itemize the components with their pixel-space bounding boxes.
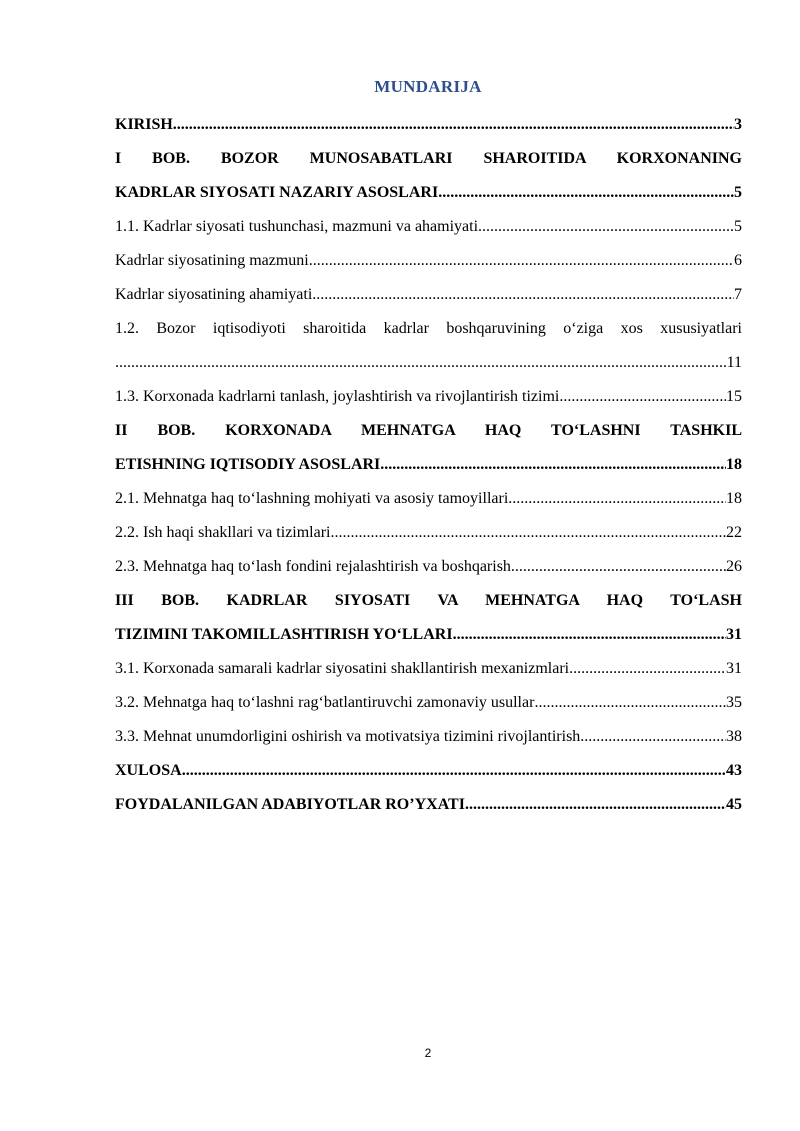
toc-entry-title: 3.3. Mehnat unumdorligini oshirish va motivatsiya tizimini rivojlantirish — [115, 728, 581, 745]
toc-entry-line — [115, 550, 742, 584]
toc-entry-title: Kadrlar siyosatining mazmuni — [115, 252, 309, 269]
toc-entry[interactable] — [115, 312, 742, 380]
toc-page-number: 5 — [734, 184, 742, 201]
toc-entry-line — [115, 108, 742, 142]
toc-page-number: 18 — [726, 490, 742, 507]
toc-page-number: 26 — [726, 558, 742, 575]
table-of-contents — [115, 108, 742, 822]
toc-entry-title: 2.1. Mehnatga haq to‘lashning mohiyati va asosiy tamoyillari — [115, 490, 509, 507]
toc-dot-leader — [569, 652, 726, 686]
toc-page-number: 6 — [734, 252, 742, 269]
toc-entry-line — [115, 346, 742, 380]
toc-entry-heading-line: III BOB. KADRLAR SIYOSATI VA MEHNATGA HAQ TO‘LASH — [115, 592, 742, 609]
toc-entry-line — [115, 278, 742, 312]
toc-dot-leader — [182, 754, 726, 788]
toc-entry-title: TIZIMINI TAKOMILLASHTIRISH YO‘LLARI — [115, 626, 453, 643]
toc-entry[interactable] — [115, 754, 742, 788]
toc-entry[interactable] — [115, 788, 742, 822]
toc-entry-title: FOYDALANILGAN ADABIYOTLAR RO’YXATI — [115, 796, 465, 813]
toc-dot-leader — [453, 618, 726, 652]
toc-title: MUNDARIJA — [374, 77, 482, 96]
toc-entry-title: KADRLAR SIYOSATI NAZARIY ASOSLARI — [115, 184, 439, 201]
page-number: 2 — [424, 1046, 432, 1060]
toc-entry-line — [115, 482, 742, 516]
toc-entry[interactable] — [115, 278, 742, 312]
toc-dot-leader — [115, 346, 727, 380]
toc-entry[interactable] — [115, 482, 742, 516]
toc-entry-title: 1.3. Korxonada kadrlarni tanlash, joylashtirish va rivojlantirish tizimi — [115, 388, 560, 405]
toc-entry[interactable] — [115, 516, 742, 550]
toc-entry-line — [115, 720, 742, 754]
toc-page-number: 31 — [726, 660, 742, 677]
toc-entry-heading-line: II BOB. KORXONADA MEHNATGA HAQ TO‘LASHNI TASHKIL — [115, 422, 742, 439]
toc-dot-leader — [173, 108, 734, 142]
toc-entry-line — [115, 686, 742, 720]
toc-entry[interactable] — [115, 584, 742, 652]
toc-entry[interactable] — [115, 550, 742, 584]
toc-entry-title: 3.1. Korxonada samarali kadrlar siyosatini shakllantirish mexanizmlari — [115, 660, 570, 677]
toc-entry-line — [115, 516, 742, 550]
toc-entry-line — [115, 618, 742, 652]
toc-entry-line — [115, 176, 742, 210]
toc-dot-leader — [331, 516, 727, 550]
toc-entry[interactable] — [115, 142, 742, 210]
toc-entry[interactable] — [115, 380, 742, 414]
toc-entry-line — [115, 380, 742, 414]
toc-dot-leader — [380, 448, 726, 482]
toc-page-number: 22 — [726, 524, 742, 541]
toc-page-number: 5 — [734, 218, 742, 235]
toc-entry-line — [115, 210, 742, 244]
toc-dot-leader — [534, 686, 726, 720]
toc-page-number: 38 — [726, 728, 742, 745]
toc-page-number: 18 — [726, 456, 742, 473]
toc-dot-leader — [312, 278, 734, 312]
toc-page-number: 15 — [726, 388, 742, 405]
toc-dot-leader — [559, 380, 726, 414]
toc-entry-title: KIRISH — [115, 116, 173, 133]
toc-page-number: 7 — [734, 286, 742, 303]
toc-entry-title: ETISHNING IQTISODIY ASOSLARI — [115, 456, 381, 473]
toc-entry[interactable] — [115, 210, 742, 244]
toc-entry-title: Kadrlar siyosatining ahamiyati — [115, 286, 313, 303]
toc-entry-title: 2.2. Ish haqi shakllari va tizimlari — [115, 524, 331, 541]
toc-page-number: 43 — [726, 762, 742, 779]
toc-entry[interactable] — [115, 686, 742, 720]
toc-page-number: 31 — [726, 626, 742, 643]
toc-entry-heading-line: 1.2. Bozor iqtisodiyoti sharoitida kadrlar boshqaruvining o‘ziga xos xususiyatlari — [115, 320, 742, 337]
toc-dot-leader — [309, 244, 734, 278]
toc-entry-title: XULOSA — [115, 762, 182, 779]
toc-entry-heading-line: I BOB. BOZOR MUNOSABATLARI SHAROITIDA KORXONANING — [115, 150, 742, 167]
toc-dot-leader — [508, 482, 726, 516]
toc-entry-line — [115, 448, 742, 482]
toc-entry-line — [115, 754, 742, 788]
toc-dot-leader — [478, 210, 734, 244]
toc-page-number: 3 — [734, 116, 742, 133]
toc-dot-leader — [511, 550, 726, 584]
toc-entry[interactable] — [115, 720, 742, 754]
toc-dot-leader — [580, 720, 726, 754]
toc-entry-title: 1.1. Kadrlar siyosati tushunchasi, mazmuni va ahamiyati — [115, 218, 479, 235]
toc-entry-line — [115, 652, 742, 686]
toc-dot-leader — [438, 176, 734, 210]
toc-entry[interactable] — [115, 414, 742, 482]
toc-entry-title: 2.3. Mehnatga haq to‘lash fondini rejalashtirish va boshqarish — [115, 558, 511, 575]
toc-page-number: 45 — [726, 796, 742, 813]
toc-dot-leader — [465, 788, 726, 822]
toc-entry-line — [115, 788, 742, 822]
toc-page-number: 35 — [726, 694, 742, 711]
toc-entry[interactable] — [115, 244, 742, 278]
toc-page-number: 11 — [726, 354, 742, 371]
toc-entry[interactable] — [115, 108, 742, 142]
toc-entry-line — [115, 244, 742, 278]
toc-entry-title: 3.2. Mehnatga haq to‘lashni rag‘batlantiruvchi zamonaviy usullar — [115, 694, 535, 711]
toc-entry[interactable] — [115, 652, 742, 686]
